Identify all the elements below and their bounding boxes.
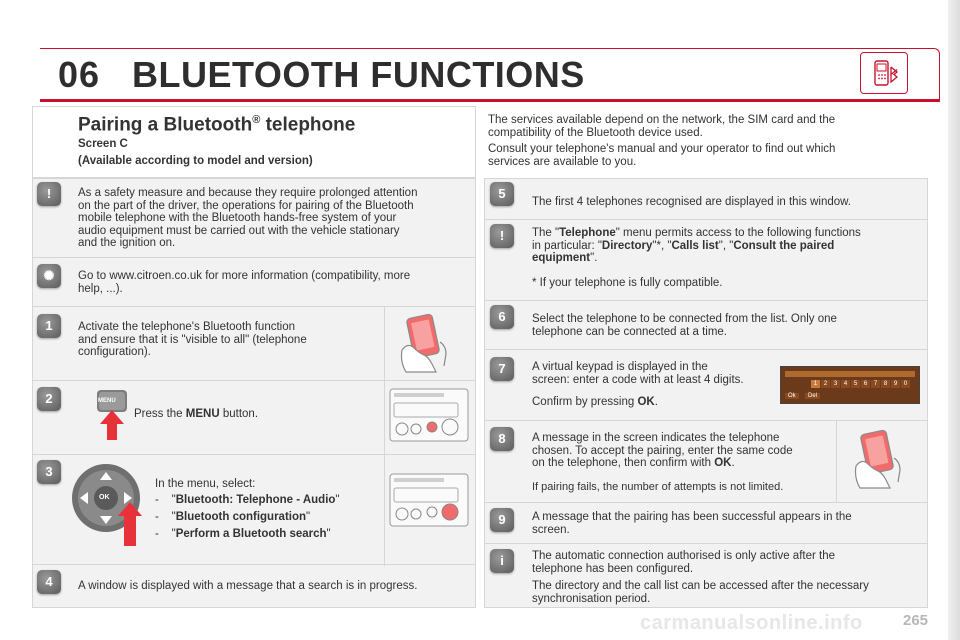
page-edge — [948, 0, 960, 640]
keypad-key: 5 — [851, 380, 860, 388]
step-3-intro: In the menu, select: — [155, 478, 256, 490]
telephone-menu-info: The "Telephone" menu permits access to the following functions in particular: "Directory"*, "Calls list", "Consult the paired equipment". — [532, 227, 861, 264]
step-6-text: Select the telephone to be connected from the list. Only one telephone can be connected at a time. — [532, 313, 837, 338]
step-5-text: The first 4 telephones recognised are displayed in this window. — [532, 196, 851, 208]
step-7-badge: 7 — [490, 357, 514, 381]
phone-bluetooth-icon — [860, 52, 908, 94]
step-5-badge: 5 — [490, 182, 514, 206]
warning-icon: ! — [37, 182, 61, 206]
chapter-number: 06 — [58, 54, 101, 95]
keypad-key: 6 — [861, 380, 870, 388]
radio-panel-illustration — [388, 470, 470, 535]
divider — [484, 543, 928, 544]
menu-option: - "Bluetooth configuration" — [155, 511, 311, 523]
menu-option: - "Perform a Bluetooth search" — [155, 528, 331, 540]
keypad-key: 3 — [831, 380, 840, 388]
divider — [484, 300, 928, 301]
virtual-keypad-screen — [780, 366, 920, 404]
step-1-text: Activate the telephone's Bluetooth function and ensure that it is "visible to all" (telephone configuration). — [78, 321, 307, 358]
keypad-key: 8 — [881, 380, 890, 388]
code-field — [785, 371, 915, 377]
divider — [484, 502, 928, 503]
pairing-fail-note: If pairing fails, the number of attempts is not limited. — [532, 481, 784, 493]
divider — [32, 454, 476, 455]
hand-phone-illustration — [850, 428, 918, 499]
watermark: carmanualsonline.info — [640, 612, 863, 634]
step-7-text: A virtual keypad is displayed in the screen: enter a code with at least 4 digits. — [532, 361, 744, 386]
step-2-text: Press the MENU button. — [134, 408, 259, 420]
hand-phone-illustration — [396, 312, 464, 379]
divider — [32, 306, 476, 307]
keypad-key: 7 — [871, 380, 880, 388]
keypad-key: 0 — [901, 380, 910, 388]
step-2-badge: 2 — [37, 387, 61, 411]
safety-warning: As a safety measure and because they require prolonged attention on the part of the driver, the operations for pairing of the Bluetooth mobile telephone with the Bluetooth hands-free system of your audio equipment must be carried out with the vehicle stationary and the ignition on. — [78, 187, 418, 249]
divider — [32, 564, 476, 565]
keypad-key: 1 — [811, 380, 820, 388]
keypad-del-key: Del — [805, 393, 820, 399]
info-icon: i — [490, 549, 514, 573]
ok-dial-illustration — [70, 462, 150, 553]
step-3-badge: 3 — [37, 460, 61, 484]
keypad-ok-key: Ok — [785, 393, 799, 399]
menu-option: - "Bluetooth: Telephone - Audio" — [155, 494, 340, 506]
divider — [484, 420, 928, 421]
step-4-text: A window is displayed with a message that a search is in progress. — [78, 580, 418, 592]
step-6-badge: 6 — [490, 305, 514, 329]
tip-text: Go to www.citroen.co.uk for more information (compatibility, more help, ...). — [78, 270, 411, 295]
page-title: BLUETOOTH FUNCTIONS — [132, 54, 585, 95]
sync-note: The directory and the call list can be accessed after the necessary synchronisation period. — [532, 580, 869, 605]
keypad-digits — [811, 380, 910, 388]
divider — [484, 219, 928, 220]
warning-icon: ! — [490, 224, 514, 248]
pairing-title: Pairing a Bluetooth® telephone — [78, 114, 356, 136]
menu-key-label: MENU — [98, 398, 116, 404]
menu-button-illustration — [94, 386, 130, 447]
screen-label: Screen C — [78, 138, 128, 150]
radio-panel-illustration — [388, 385, 470, 450]
step-8-text: A message in the screen indicates the telephone chosen. To accept the pairing, enter the same code on the telephone, then confirm with OK. — [532, 432, 793, 469]
divider — [32, 257, 476, 258]
keypad-key: 2 — [821, 380, 830, 388]
ok-key-label: OK — [99, 494, 110, 501]
step-7-confirm: Confirm by pressing OK. — [532, 396, 658, 408]
step-9-text: A message that the pairing has been successful appears in the screen. — [532, 511, 852, 536]
step-8-badge: 8 — [490, 427, 514, 451]
step-9-badge: 9 — [490, 508, 514, 532]
step-1-badge: 1 — [37, 314, 61, 338]
compatibility-note: * If your telephone is fully compatible. — [532, 277, 723, 289]
image-column-divider — [836, 420, 837, 502]
divider — [484, 349, 928, 350]
auto-connection-note: The automatic connection authorised is only active after the telephone has been configured. — [532, 550, 836, 575]
title-underline — [40, 99, 940, 102]
intro-text: The services available depend on the network, the SIM card and the compatibility of the Bluetooth device used. Consult your telephone's manual and your operator to find out which services are available to you. — [488, 114, 836, 168]
keypad-key: 4 — [841, 380, 850, 388]
availability-note: (Available according to model and version) — [78, 155, 313, 167]
divider — [32, 380, 476, 381]
page-number: 265 — [903, 612, 929, 629]
step-4-badge: 4 — [37, 570, 61, 594]
image-column-divider — [384, 306, 385, 566]
lightbulb-icon: ✺ — [37, 264, 61, 288]
keypad-key: 9 — [891, 380, 900, 388]
